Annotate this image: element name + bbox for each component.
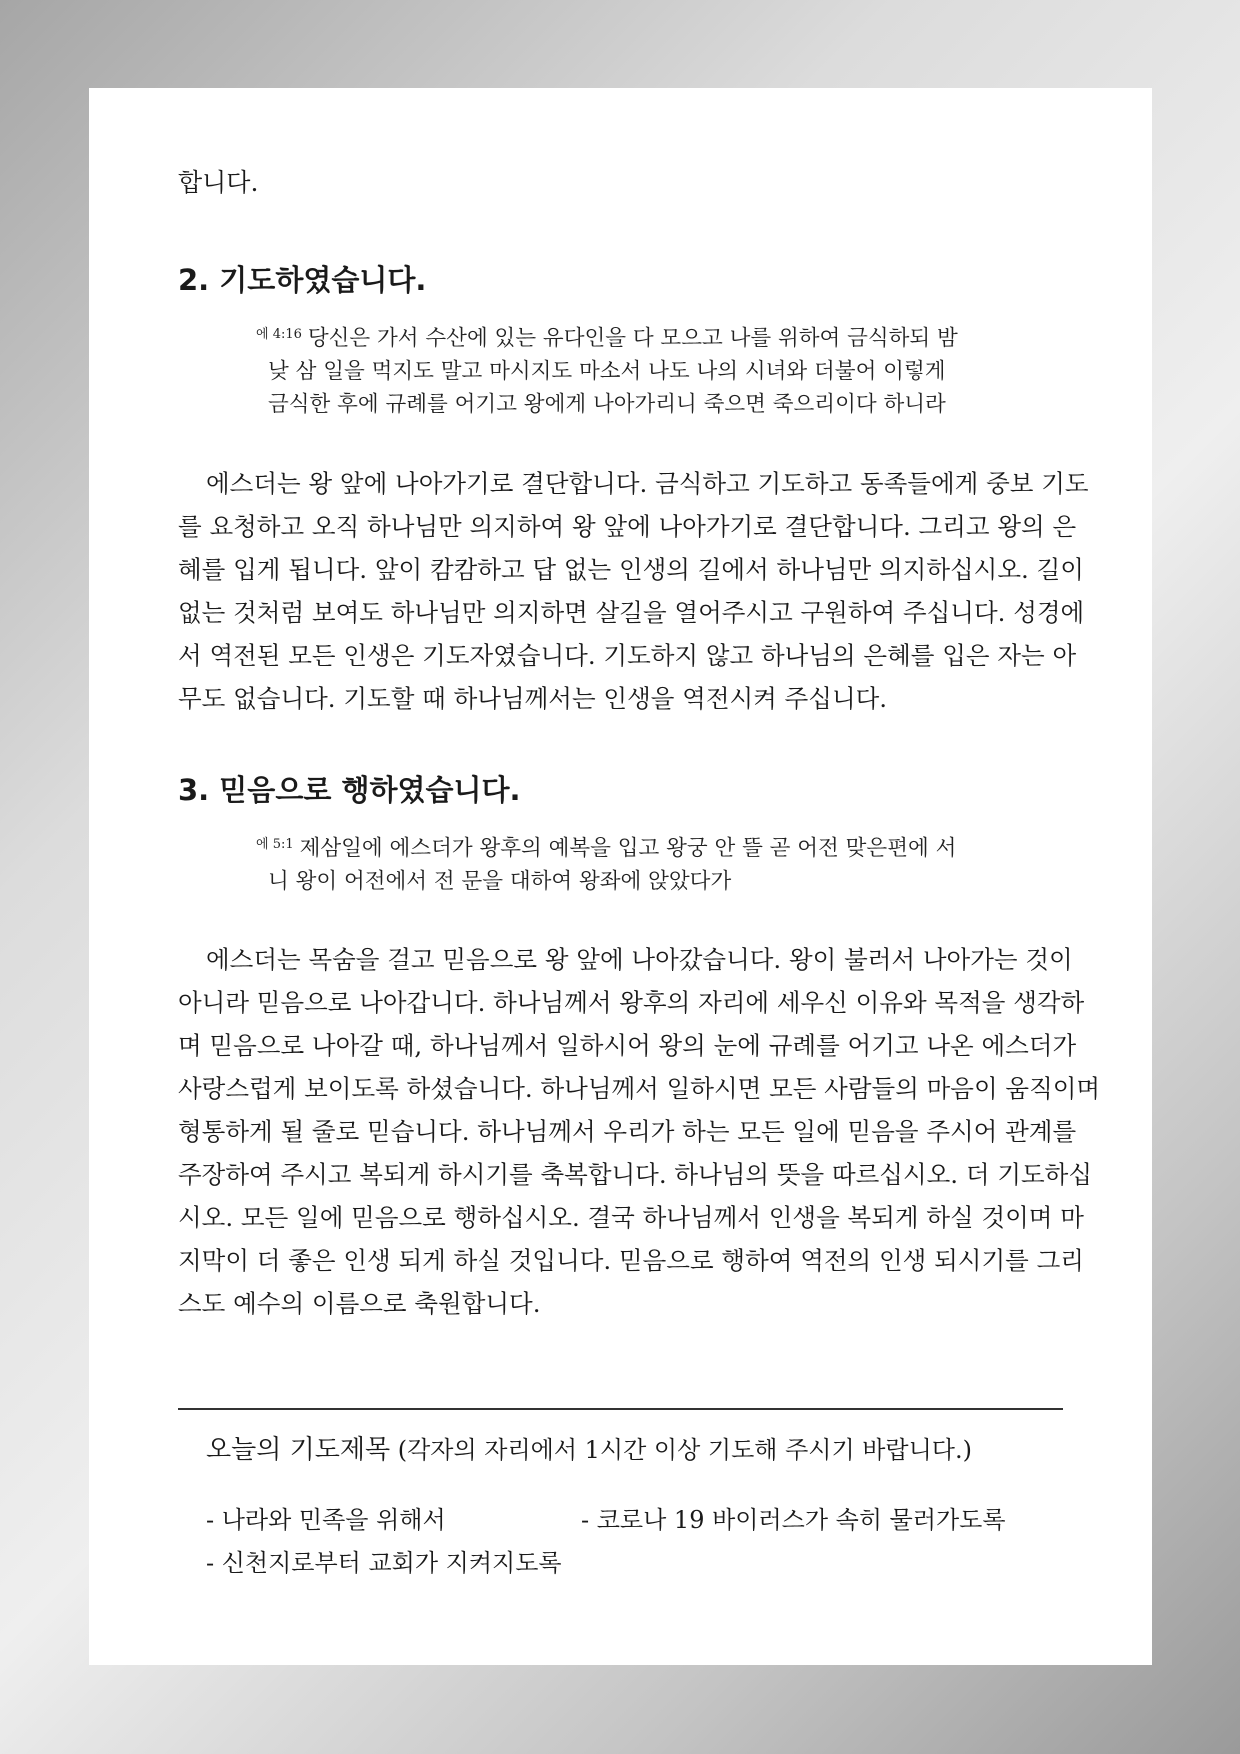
- quote-line: 낮 삼 일을 먹지도 말고 마시지도 마소서 나도 나의 시녀와 더불어 이렇게: [268, 359, 946, 384]
- paragraph-line: 에스더는 목숨을 걸고 믿음으로 왕 앞에 나아갔습니다. 왕이 불러서 나아가는 것이: [206, 945, 1073, 974]
- quote-line: 금식한 후에 규례를 어기고 왕에게 나아가리니 죽으면 죽으리이다 하니라: [268, 392, 946, 417]
- body-paragraph-2: [178, 462, 1089, 720]
- paragraph-line: 사랑스럽게 보이도록 하셨습니다. 하나님께서 일하시면 모든 사람들의 마음이 움직이며: [178, 1074, 1101, 1103]
- scripture-reference: 에 5:1: [256, 837, 294, 852]
- body-paragraph-3: [178, 938, 1101, 1325]
- paragraph-line: 형통하게 될 줄로 믿습니다. 하나님께서 우리가 하는 모든 일에 믿음을 주시어 관계를: [178, 1117, 1077, 1146]
- section-heading-2: 2. 기도하였습니다.: [178, 263, 427, 297]
- prayer-topics-subtitle: (각자의 자리에서 1시간 이상 기도해 주시기 바랍니다.): [397, 1436, 972, 1464]
- prayer-item: - 나라와 민족을 위해서: [206, 1506, 446, 1534]
- quote-line: [256, 828, 1001, 865]
- paragraph-line: 를 요청하고 오직 하나님만 의지하여 왕 앞에 나아가기로 결단합니다. 그리고 왕의 은: [178, 512, 1077, 541]
- quote-line-text: 제삼일에 에스더가 왕후의 예복을 입고 왕궁 안 뜰 곧 어전 맞은편에 서: [299, 836, 957, 861]
- prayer-topics-title: 오늘의 기도제목: [206, 1435, 391, 1465]
- paragraph-line: 주장하여 주시고 복되게 하시기를 축복합니다. 하나님의 뜻을 따르십시오. 더 기도하십: [178, 1160, 1093, 1189]
- quote-line: 니 왕이 어전에서 전 문을 대하여 왕좌에 앉았다가: [268, 869, 732, 894]
- paragraph-line: 무도 없습니다. 기도할 때 하나님께서는 인생을 역전시켜 주십니다.: [178, 684, 888, 713]
- paragraph-line: 에스더는 왕 앞에 나아가기로 결단합니다. 금식하고 기도하고 동족들에게 중보 기도: [206, 469, 1089, 498]
- prayer-topics-header: [206, 1433, 972, 1467]
- scripture-reference: 에 4:16: [256, 327, 302, 342]
- quote-line-text: 당신은 가서 수산에 있는 유다인을 다 모으고 나를 위하여 금식하되 밤: [307, 326, 958, 351]
- paragraph-line: 혜를 입게 됩니다. 앞이 캄캄하고 답 없는 인생의 길에서 하나님만 의지하십시오. 길이: [178, 555, 1084, 584]
- paragraph-line: 지막이 더 좋은 인생 되게 하실 것입니다. 믿음으로 행하여 역전의 인생 되시기를 그리: [178, 1246, 1084, 1275]
- paragraph-line: 스도 예수의 이름으로 축원합니다.: [178, 1289, 541, 1318]
- document-page: [89, 88, 1152, 1665]
- quote-line: [256, 318, 1001, 355]
- scripture-quote-3: [256, 828, 1001, 898]
- paragraph-line: 없는 것처럼 보여도 하나님만 의지하면 살길을 열어주시고 구원하여 주십니다. 성경에: [178, 598, 1085, 627]
- section-divider: [178, 1408, 1063, 1410]
- section-heading-3: 3. 믿음으로 행하였습니다.: [178, 773, 521, 807]
- lead-text: 합니다.: [178, 168, 259, 197]
- prayer-item: - 신천지로부터 교회가 지켜지도록: [206, 1549, 562, 1577]
- paragraph-line: 아니라 믿음으로 나아갑니다. 하나님께서 왕후의 자리에 세우신 이유와 목적을 생각하: [178, 988, 1085, 1017]
- prayer-item: - 코로나 19 바이러스가 속히 물러가도록: [581, 1506, 1006, 1534]
- paragraph-line: 서 역전된 모든 인생은 기도자였습니다. 기도하지 않고 하나님의 은혜를 입은 자는 아: [178, 641, 1077, 670]
- paragraph-line: 며 믿음으로 나아갈 때, 하나님께서 일하시어 왕의 눈에 규례를 어기고 나온 에스더가: [178, 1031, 1077, 1060]
- scripture-quote-2: [256, 318, 1001, 421]
- paragraph-line: 시오. 모든 일에 믿음으로 행하십시오. 결국 하나님께서 인생을 복되게 하실 것이며 마: [178, 1203, 1084, 1232]
